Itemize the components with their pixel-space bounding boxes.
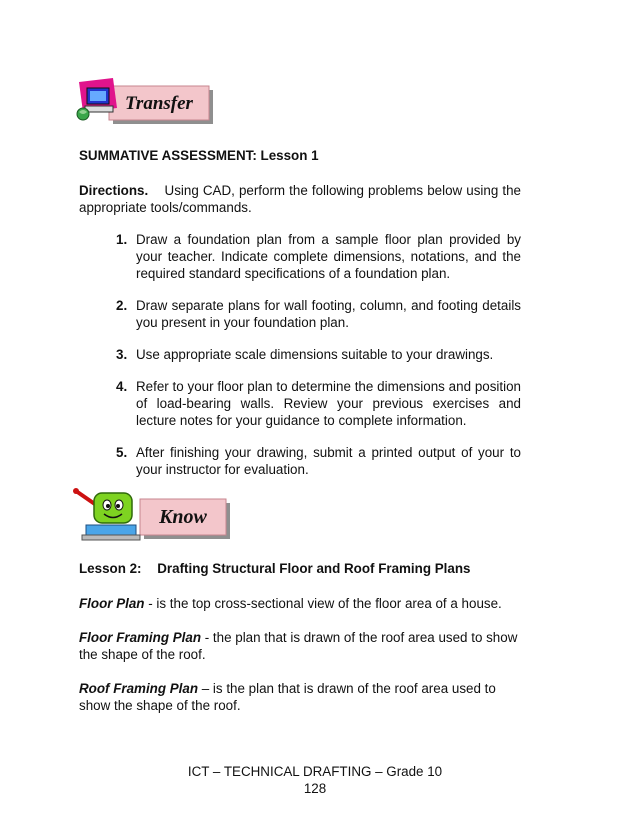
transfer-badge — [73, 78, 213, 124]
definition-term: Floor Plan — [79, 596, 145, 611]
list-item-text: Draw separate plans for wall footing, column, and footing details you present in your foundation plan. — [136, 298, 521, 330]
list-item-number: 1. — [116, 232, 128, 247]
list-item-text: After finishing your drawing, submit a printed output of your to your instructor for evaluation. — [136, 445, 521, 477]
list-item-number: 3. — [116, 347, 128, 362]
list-item-number: 5. — [116, 445, 128, 460]
transfer-badge-graphic — [73, 78, 213, 124]
list-item — [116, 444, 521, 478]
definition-roof-framing-plan — [79, 680, 521, 714]
know-badge-text: Know — [159, 506, 207, 528]
list-item-text: Draw a foundation plan from a sample floor plan provided by your teacher. Indicate complete dimensions, notations, and the required standard specifications of a foundation plan. — [136, 232, 521, 281]
list-item — [116, 297, 521, 331]
list-item — [116, 346, 521, 363]
directions-label: Directions. — [79, 183, 149, 198]
list-item-text: Refer to your floor plan to determine the dimensions and position of load-bearing walls. Review your previous exercises and lecture notes for your guidance to complete information. — [136, 379, 521, 428]
list-item — [116, 231, 521, 282]
problem-list — [116, 231, 521, 493]
directions-text: Using CAD, perform the following problems below using the appropriate tools/commands. — [79, 183, 521, 215]
definition-term: Roof Framing Plan — [79, 681, 199, 696]
definition-term: Floor Framing Plan — [79, 630, 202, 645]
summative-assessment-title: SUMMATIVE ASSESSMENT: Lesson 1 — [79, 148, 319, 163]
list-item — [116, 378, 521, 429]
definition-floor-plan — [79, 595, 521, 612]
page-number: 128 — [303, 781, 327, 796]
lesson-2-title: Drafting Structural Floor and Roof Framing Plans — [157, 561, 471, 576]
know-badge-graphic — [72, 487, 232, 541]
definition-text: – is the plan that is drawn of the roof area used to show the shape of the roof. — [79, 681, 496, 713]
list-item-text: Use appropriate scale dimensions suitable to your drawings. — [136, 347, 494, 362]
definition-floor-framing-plan — [79, 629, 521, 663]
lesson-2-heading — [79, 560, 470, 577]
transfer-badge-text: Transfer — [125, 93, 193, 114]
definition-text: - is the top cross-sectional view of the floor area of a house. — [144, 596, 502, 611]
know-badge — [72, 487, 232, 541]
definition-text: - the plan that is drawn of the roof area used to show the shape of the roof. — [79, 630, 518, 662]
list-item-number: 2. — [116, 298, 128, 313]
footer-course: ICT – TECHNICAL DRAFTING – Grade 10 — [187, 764, 443, 779]
lesson-2-label: Lesson 2: — [79, 561, 142, 576]
list-item-number: 4. — [116, 379, 128, 394]
smiley-computer-icon — [73, 488, 140, 540]
directions-paragraph — [79, 182, 521, 216]
page-footer — [150, 763, 480, 797]
